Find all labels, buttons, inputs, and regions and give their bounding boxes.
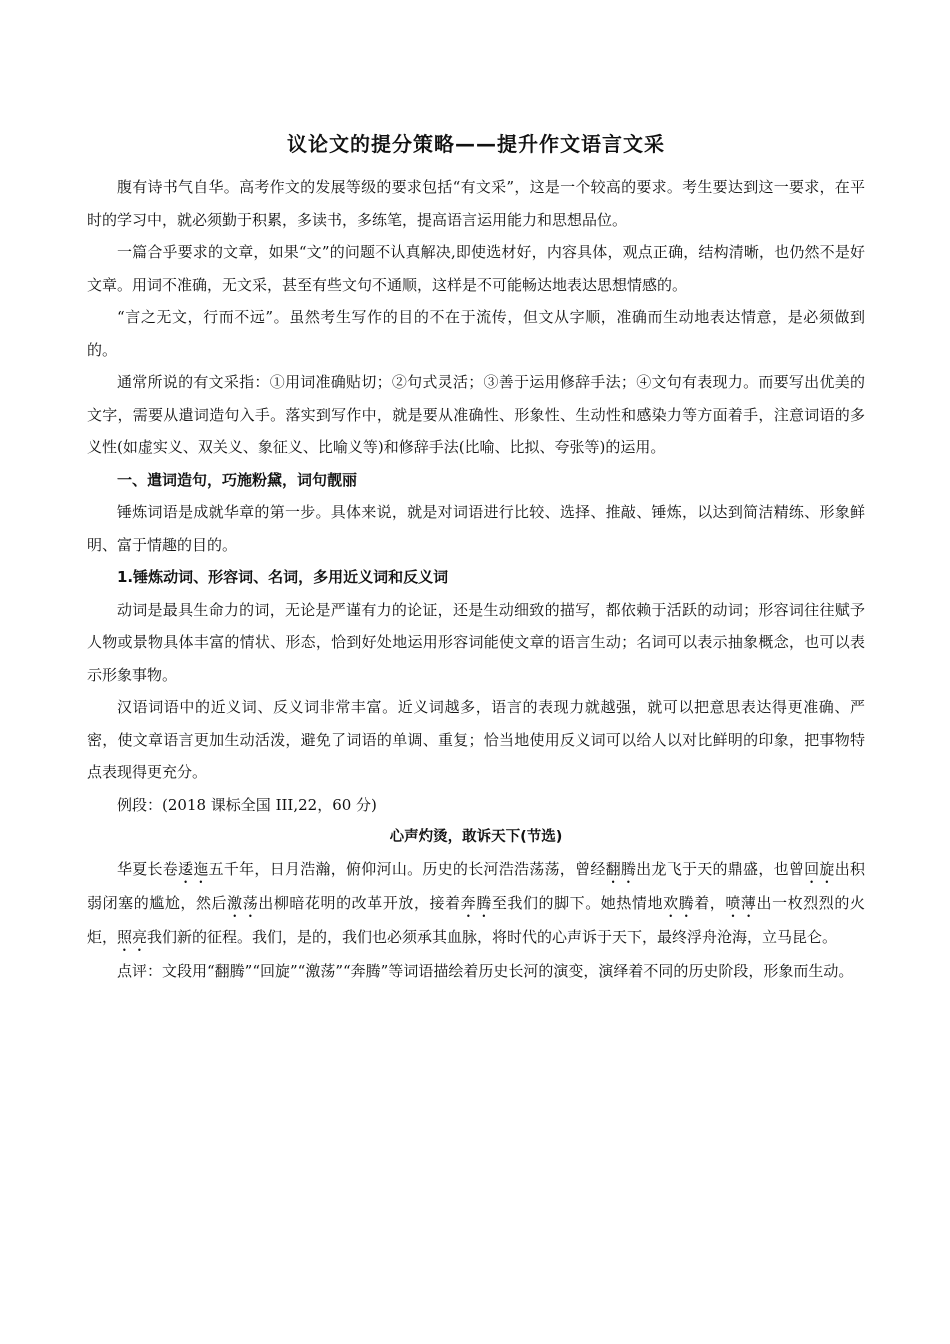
example-passage: [87, 853, 865, 955]
example-label: 例段：(2018 课标全国 III,22，60 分): [117, 795, 377, 814]
emphasized-word: 奔腾: [460, 894, 492, 912]
emphasized-word: 逶迤: [178, 860, 209, 878]
example-title: 心声灼烫，敢诉天下(节选): [389, 829, 563, 845]
passage-text: 出一枚烈烈的火炬，: [87, 894, 865, 946]
document-page: [87, 118, 865, 988]
passage-text: 出龙飞于天的鼎盛，也曾: [636, 860, 805, 878]
paragraph-wen-problem: 一篇合乎要求的文章，如果“文”的问题不认真解决,即使选材好，内容具体，观点正确，结构清晰，也仍然不是好文章。用词不准确，无文采，甚至有些文句不通顺，这样是不可能畅达地表达思想情感的。: [87, 243, 865, 294]
passage-text: 着，: [694, 894, 726, 912]
example-comment: 点评：文段用“翻腾”“回旋”“激荡”“奔腾”等词语描绘着历史长河的演变，演绎着不同的历史阶段，形象而生动。: [117, 962, 854, 980]
emphasized-word: 激荡: [227, 894, 259, 912]
emphasized-word: 欢腾: [663, 894, 695, 912]
passage-text: 我们新的征程。我们，是的，我们也必须承其血脉，将时代的心声诉于天下，最终浮舟沧海，立马昆仑。: [147, 928, 838, 946]
paragraph-verbs: 动词是最具生命力的词，无论是严谨有力的论证，还是生动细致的描写，都依赖于活跃的动词；形容词往往赋予人物或景物具体丰富的情状、形态，恰到好处地运用形容词能使文章的语言生动；名词可以表示抽象概念，也可以表示形象事物。: [87, 600, 865, 684]
subsection-heading-1: 1.锤炼动词、形容词、名词，多用近义词和反义词: [117, 568, 449, 586]
paragraph-word-refining: 锤炼词语是成就华章的第一步。具体来说，就是对词语进行比较、选择、推敲、锤炼，以达到简洁精练、形象鲜明、富于情趣的目的。: [87, 503, 865, 554]
paragraph-quote: “言之无文，行而不远”。虽然考生写作的目的不在于流传，但文从字顺，准确而生动地表达情意，是必须做到的。: [87, 308, 865, 359]
document-title: 议论文的提分策略——提升作文语言文采: [287, 132, 665, 156]
emphasized-word: 回旋: [804, 860, 835, 878]
emphasized-word: 翻腾: [605, 860, 637, 878]
emphasized-word: 照亮: [117, 928, 148, 946]
emphasized-word: 喷薄: [725, 894, 757, 912]
passage-text: 至我们的脚下。她热情地: [491, 894, 664, 912]
passage-text: 华夏长卷: [117, 860, 179, 878]
paragraph-wencai-definition: 通常所说的有文采指：①用词准确贴切；②句式灵活；③善于运用修辞手法；④文句有表现力。而要写出优美的文字，需要从遣词造句入手。落实到写作中，就是要从准确性、形象性、生动性和感染力等方面着手，注意词语的多义性(如虚实义、双关义、象征义、比喻义等)和修辞手法(比喻、比拟、夸张等)的运用。: [87, 373, 865, 456]
section-heading-1: 一、遣词造句，巧施粉黛，词句靓丽: [117, 470, 358, 489]
paragraph-intro: 腹有诗书气自华。高考作文的发展等级的要求包括“有文采”，这是一个较高的要求。考生要达到这一要求，在平时的学习中，就必须勤于积累，多读书，多练笔，提高语言运用能力和思想品位。: [87, 178, 865, 229]
paragraph-synonyms: 汉语词语中的近义词、反义词非常丰富。近义词越多，语言的表现力就越强，就可以把意思表达得更准确、严密，使文章语言更加生动活泼，避免了词语的单调、重复；恰当地使用反义词可以给人以对比鲜明的印象，把事物特点表现得更充分。: [87, 698, 865, 781]
passage-text: 五千年，日月浩瀚，俯仰河山。历史的长河浩浩荡荡，曾经: [208, 860, 606, 878]
passage-text: 出积弱闭塞的尴尬，然后: [87, 860, 865, 912]
passage-text: 出柳暗花明的改革开放，接着: [258, 894, 461, 912]
